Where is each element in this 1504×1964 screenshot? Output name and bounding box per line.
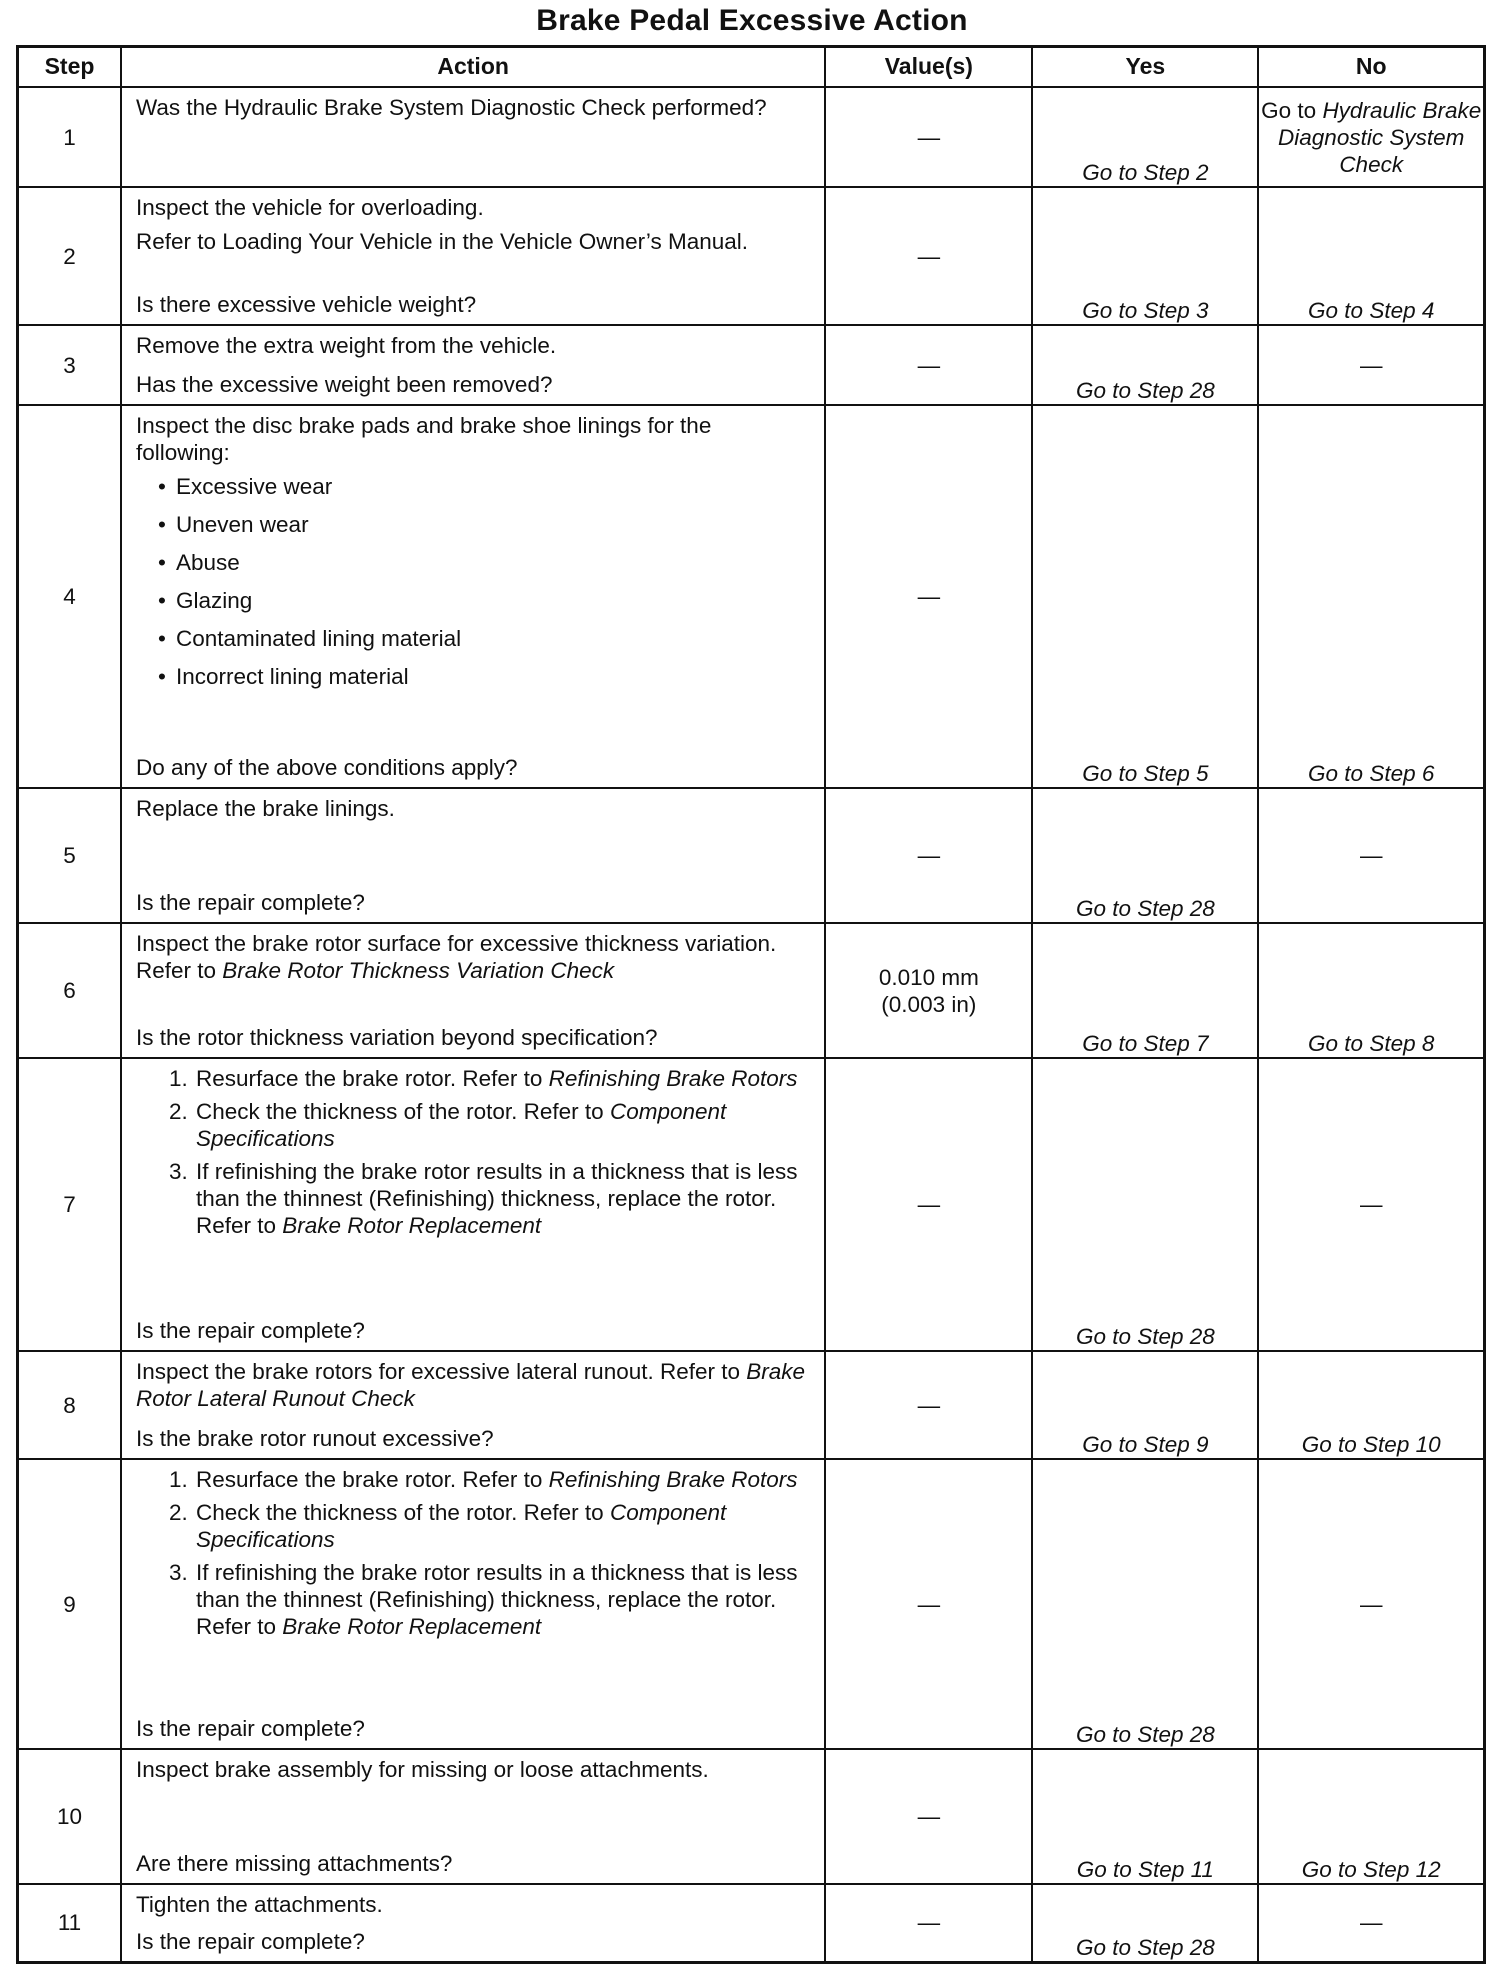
table-row xyxy=(18,405,1485,788)
step-number: 11 xyxy=(18,1884,121,1962)
reference-link: Brake Rotor Replacement xyxy=(282,1614,542,1639)
value-cell: — xyxy=(825,1749,1032,1884)
table-row xyxy=(18,1749,1485,1884)
list-item xyxy=(194,1065,810,1092)
list-item xyxy=(194,1559,810,1640)
diagnostic-table xyxy=(16,45,1486,1964)
list-item: • Contaminated lining material xyxy=(158,625,810,652)
action-cell xyxy=(121,788,825,923)
no-cell xyxy=(1258,87,1484,187)
step-number: 4 xyxy=(18,405,121,788)
action-cell xyxy=(121,1459,825,1749)
list-item xyxy=(194,1098,810,1152)
no-cell: — xyxy=(1258,788,1484,923)
yes-cell: Go to Step 3 xyxy=(1032,187,1258,325)
list-item-text: If refinishing the brake rotor results in a thickness that is less than the thinnest (Refinishing) thickness, replace the rotor. Refer to xyxy=(195,1560,798,1639)
table-row xyxy=(18,788,1485,923)
no-cell: Go to Step 4 xyxy=(1258,187,1484,325)
yes-cell: Go to Step 28 xyxy=(1032,788,1258,923)
value-cell xyxy=(825,923,1032,1058)
action-text: Inspect the vehicle for overloading. xyxy=(135,195,484,220)
header-values: Value(s) xyxy=(825,47,1032,88)
action-question: Is the rotor thickness variation beyond specification? xyxy=(135,1025,658,1050)
reference-link: Component Specifications xyxy=(195,1099,727,1151)
value-cell: — xyxy=(825,1884,1032,1962)
yes-cell: Go to Step 9 xyxy=(1032,1351,1258,1459)
step-number: 1 xyxy=(18,87,121,187)
no-cell: Go to Step 6 xyxy=(1258,405,1484,788)
header-action: Action xyxy=(121,47,825,88)
action-cell xyxy=(121,405,825,788)
table-row xyxy=(18,1459,1485,1749)
no-cell: — xyxy=(1258,1884,1484,1962)
value-cell: — xyxy=(825,405,1032,788)
reference-link: Brake Rotor Replacement xyxy=(282,1213,542,1238)
list-item: • Glazing xyxy=(158,587,810,614)
yes-cell: Go to Step 28 xyxy=(1032,1058,1258,1351)
reference-link: Refinishing Brake Rotors xyxy=(548,1467,798,1492)
action-text: Inspect the disc brake pads and brake shoe linings for the following: xyxy=(135,413,712,465)
reference-link: Refinishing Brake Rotors xyxy=(548,1066,798,1091)
procedure-list xyxy=(136,1466,810,1646)
yes-cell: Go to Step 5 xyxy=(1032,405,1258,788)
action-cell xyxy=(121,87,825,187)
no-cell: Go to Step 8 xyxy=(1258,923,1484,1058)
page-title: Brake Pedal Excessive Action xyxy=(536,4,968,37)
condition-list xyxy=(136,473,810,690)
yes-cell: Go to Step 11 xyxy=(1032,1749,1258,1884)
list-item xyxy=(194,1499,810,1553)
yes-cell: Go to Step 2 xyxy=(1032,87,1258,187)
action-cell xyxy=(121,187,825,325)
list-item xyxy=(194,1158,810,1239)
table-row xyxy=(18,187,1485,325)
action-text: Remove the extra weight from the vehicle. xyxy=(135,333,557,358)
action-question: Is the repair complete? xyxy=(135,1318,365,1343)
action-text: Was the Hydraulic Brake System Diagnostic Check performed? xyxy=(135,95,767,120)
action-text: Refer to Loading Your Vehicle in the Vehicle Owner’s Manual. xyxy=(135,229,749,254)
header-row xyxy=(18,47,1485,88)
no-cell: — xyxy=(1258,1058,1484,1351)
reference-link: Brake Rotor Thickness Variation Check xyxy=(222,958,615,983)
list-item: • Abuse xyxy=(158,549,810,576)
action-question: Is the repair complete? xyxy=(135,890,365,915)
value-cell: — xyxy=(825,187,1032,325)
action-cell xyxy=(121,325,825,405)
value-cell: — xyxy=(825,1459,1032,1749)
action-text: Inspect the brake rotor surface for excessive thickness variation. Refer to xyxy=(135,931,777,983)
action-question: Are there missing attachments? xyxy=(135,1851,453,1876)
action-question: Is there excessive vehicle weight? xyxy=(135,292,477,317)
list-item-text: Resurface the brake rotor. Refer to xyxy=(195,1467,549,1492)
yes-cell: Go to Step 7 xyxy=(1032,923,1258,1058)
value-cell: — xyxy=(825,87,1032,187)
action-text: Inspect the brake rotors for excessive lateral runout. Refer to xyxy=(135,1359,747,1384)
reference-link: Brake Rotor Lateral Runout Check xyxy=(135,1359,806,1411)
table-row xyxy=(18,87,1485,187)
header-no: No xyxy=(1258,47,1484,88)
list-item: • Uneven wear xyxy=(158,511,810,538)
step-number: 6 xyxy=(18,923,121,1058)
no-cell: — xyxy=(1258,325,1484,405)
value-metric: 0.010 mm xyxy=(878,964,979,990)
list-item-text: If refinishing the brake rotor results in a thickness that is less than the thinnest (Refinishing) thickness, replace the rotor. Refer to xyxy=(195,1159,798,1238)
yes-cell: Go to Step 28 xyxy=(1032,1459,1258,1749)
header-yes: Yes xyxy=(1032,47,1258,88)
no-reference: Hydraulic Brake Diagnostic System Check xyxy=(1278,97,1482,177)
header-step: Step xyxy=(18,47,121,88)
action-text: Tighten the attachments. xyxy=(135,1892,383,1917)
yes-cell: Go to Step 28 xyxy=(1032,1884,1258,1962)
table-row xyxy=(18,1884,1485,1962)
action-cell xyxy=(121,1351,825,1459)
action-cell xyxy=(121,1058,825,1351)
table-row xyxy=(18,325,1485,405)
yes-cell: Go to Step 28 xyxy=(1032,325,1258,405)
value-cell: — xyxy=(825,1351,1032,1459)
step-number: 2 xyxy=(18,187,121,325)
action-question: Do any of the above conditions apply? xyxy=(135,755,518,780)
no-cell: Go to Step 10 xyxy=(1258,1351,1484,1459)
action-cell xyxy=(121,1749,825,1884)
list-item: • Excessive wear xyxy=(158,473,810,500)
step-number: 9 xyxy=(18,1459,121,1749)
list-item-text: Resurface the brake rotor. Refer to xyxy=(195,1066,549,1091)
action-question: Is the repair complete? xyxy=(135,1716,365,1741)
no-cell: Go to Step 12 xyxy=(1258,1749,1484,1884)
step-number: 5 xyxy=(18,788,121,923)
no-cell: — xyxy=(1258,1459,1484,1749)
action-text: Replace the brake linings. xyxy=(135,796,395,821)
list-item-text: Check the thickness of the rotor. Refer to xyxy=(195,1500,610,1525)
table-row xyxy=(18,1351,1485,1459)
action-question: Is the repair complete? xyxy=(135,1928,365,1954)
action-text: Inspect brake assembly for missing or loose attachments. xyxy=(135,1757,709,1782)
step-number: 8 xyxy=(18,1351,121,1459)
list-item-text: Check the thickness of the rotor. Refer to xyxy=(195,1099,610,1124)
action-question: Has the excessive weight been removed? xyxy=(135,372,553,397)
value-imperial: (0.003 in) xyxy=(881,991,977,1017)
action-question: Is the brake rotor runout excessive? xyxy=(135,1426,494,1451)
procedure-list xyxy=(136,1065,810,1245)
step-number: 7 xyxy=(18,1058,121,1351)
list-item: • Incorrect lining material xyxy=(158,663,810,690)
step-number: 10 xyxy=(18,1749,121,1884)
value-cell: — xyxy=(825,788,1032,923)
list-item xyxy=(194,1466,810,1493)
action-cell xyxy=(121,923,825,1058)
reference-link: Component Specifications xyxy=(195,1500,727,1552)
value-cell: — xyxy=(825,325,1032,405)
step-number: 3 xyxy=(18,325,121,405)
table-row xyxy=(18,1058,1485,1351)
table-row xyxy=(18,923,1485,1058)
value-cell: — xyxy=(825,1058,1032,1351)
action-cell xyxy=(121,1884,825,1962)
no-prefix: Go to xyxy=(1261,97,1323,123)
